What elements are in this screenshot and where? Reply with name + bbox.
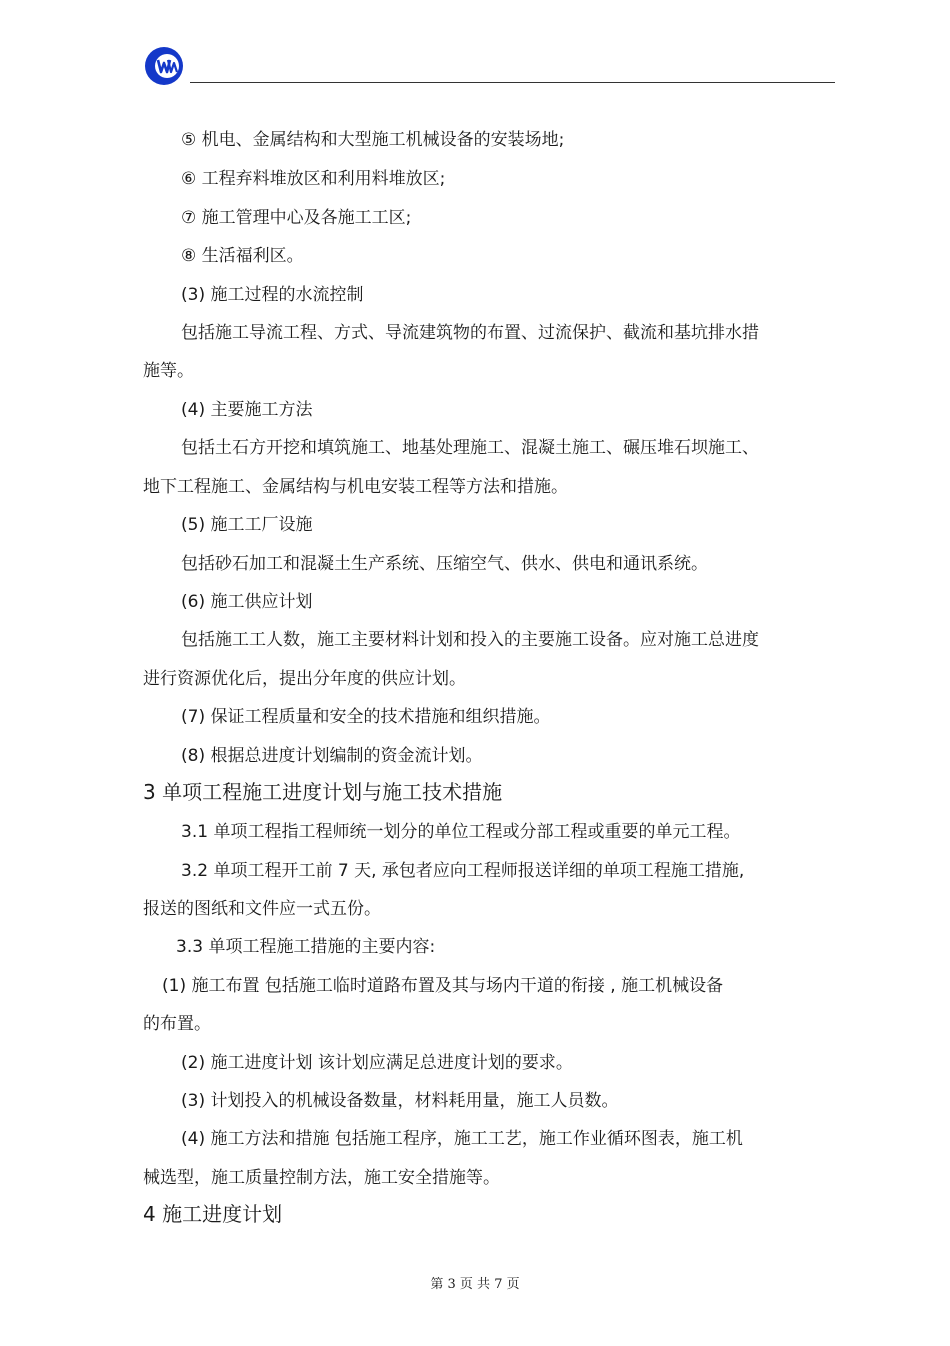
list-item: ⑧ 生活福利区。 (181, 246, 304, 266)
list-item: (3) 计划投入的机械设备数量，材料耗用量，施工人员数。 (181, 1091, 619, 1111)
paragraph-line: 3.1 单项工程指工程师统一划分的单位工程或分部工程或重要的单元工程。 (181, 822, 741, 842)
list-item: (5) 施工工厂设施 (181, 515, 313, 535)
list-item: (7) 保证工程质量和安全的技术措施和组织措施。 (181, 707, 551, 727)
list-item: ⑦ 施工管理中心及各施工工区; (181, 208, 412, 228)
list-item: ⑥ 工程弃料堆放区和利用料堆放区; (181, 169, 446, 189)
paragraph-line: 进行资源优化后，提出分年度的供应计划。 (143, 669, 466, 689)
paragraph-line: 包括土石方开挖和填筑施工、地基处理施工、混凝土施工、碾压堆石坝施工、 (181, 438, 759, 458)
section-heading: 3 单项工程施工进度计划与施工技术措施 (143, 780, 503, 804)
paragraph-line: 施等。 (143, 361, 194, 381)
paragraph-line: 械选型，施工质量控制方法，施工安全措施等。 (143, 1168, 500, 1188)
paragraph-line: 3.3 单项工程施工措施的主要内容: (176, 937, 436, 957)
list-item: (3) 施工过程的水流控制 (181, 285, 364, 305)
list-item: (4) 施工方法和措施 包括施工程序，施工工艺，施工作业循环图表，施工机 (181, 1129, 743, 1149)
paragraph-line: 包括施工工人数，施工主要材料计划和投入的主要施工设备。应对施工总进度 (181, 630, 759, 650)
paragraph-line: 包括施工导流工程、方式、导流建筑物的布置、过流保护、截流和基坑排水措 (181, 323, 759, 343)
list-item: (6) 施工供应计划 (181, 592, 313, 612)
list-item: (8) 根据总进度计划编制的资金流计划。 (181, 746, 483, 766)
list-item: (4) 主要施工方法 (181, 400, 313, 420)
paragraph-line: 包括砂石加工和混凝土生产系统、压缩空气、供水、供电和通讯系统。 (181, 554, 708, 574)
list-item: (2) 施工进度计划 该计划应满足总进度计划的要求。 (181, 1053, 573, 1073)
page-number-footer: 第 3 页 共 7 页 (430, 1277, 520, 1292)
list-item: (1) 施工布置 包括施工临时道路布置及其与场内干道的衔接 , 施工机械设备 (162, 976, 724, 996)
section-heading: 4 施工进度计划 (143, 1202, 283, 1226)
paragraph-line: 地下工程施工、金属结构与机电安装工程等方法和措施。 (143, 477, 568, 497)
paragraph-line: 3.2 单项工程开工前 7 天, 承包者应向工程师报送详细的单项工程施工措施, (181, 861, 745, 881)
company-logo-icon (143, 45, 185, 87)
header-rule (190, 82, 835, 83)
list-item: ⑤ 机电、金属结构和大型施工机械设备的安装场地; (181, 130, 565, 150)
paragraph-line: 的布置。 (143, 1014, 211, 1034)
paragraph-line: 报送的图纸和文件应一式五份。 (143, 899, 381, 919)
